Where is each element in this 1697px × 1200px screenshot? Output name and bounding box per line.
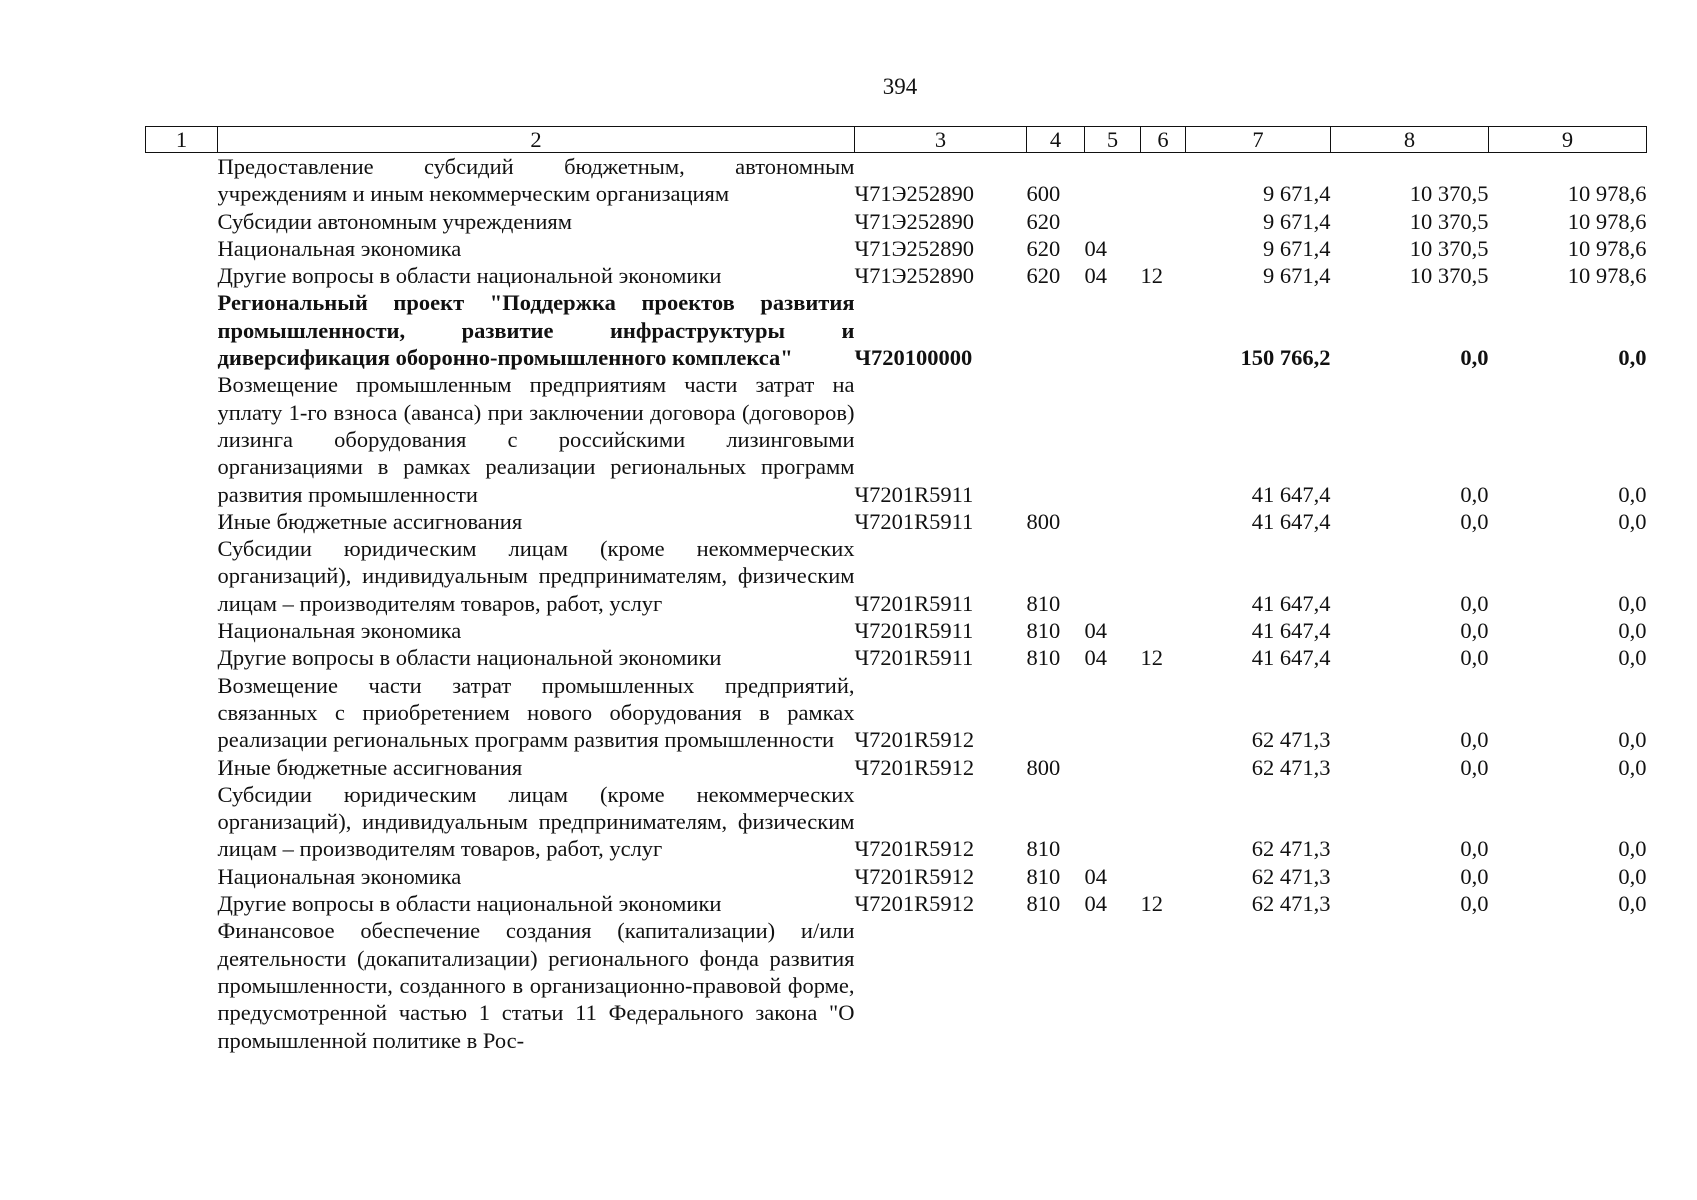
- row-name: Другие вопросы в области национальной экономики: [217, 891, 722, 917]
- row-section: 04: [1084, 645, 1107, 671]
- table-row: [146, 863, 1647, 890]
- row-section: [1085, 508, 1141, 535]
- row-expense-type: 620: [1026, 235, 1061, 261]
- row-amount-col9: 0,0: [1618, 727, 1647, 753]
- row-amount-col8: 0,0: [1460, 891, 1489, 917]
- row-code: Ч7201R5912: [854, 891, 975, 917]
- row-amount-col8: 0,0: [1460, 754, 1489, 780]
- row-expense-type: [1027, 672, 1085, 754]
- row-subsection: 12: [1140, 263, 1163, 289]
- row-name: Национальная экономика: [217, 618, 462, 644]
- row-expense-type: 810: [1026, 645, 1061, 671]
- row-subsection: [1141, 863, 1186, 890]
- row-amount-col7: 62 471,3: [1251, 891, 1331, 917]
- row-expense-type: 810: [1026, 891, 1061, 917]
- row-name: Субсидии юридическим лицам (кроме некоммерческих организаций), индивидуальным предпринимателям, физическим лицам – производителям товаров, работ, услуг: [217, 781, 855, 862]
- table-header: [146, 127, 1647, 153]
- row-expense-type: 620: [1026, 208, 1061, 234]
- table-row: [146, 890, 1647, 917]
- row-blank-cell: [146, 781, 218, 863]
- row-name: Предоставление субсидий бюджетным, автономным учреждениям и иным некоммерческим организациям: [217, 154, 855, 207]
- row-expense-type: 800: [1026, 754, 1061, 780]
- row-name: Региональный проект "Поддержка проектов развития промышленности, развитие инфраструктуры и диверсификация оборонно-промышленного комплекса": [217, 290, 855, 371]
- row-amount-col7: 62 471,3: [1251, 727, 1331, 753]
- table-body: [146, 153, 1647, 1054]
- row-expense-type: 810: [1026, 836, 1061, 862]
- table-row: [146, 262, 1647, 289]
- row-name: Национальная экономика: [217, 235, 462, 261]
- row-amount-col7: 9 671,4: [1263, 263, 1331, 289]
- row-amount-col8: 10 370,5: [1409, 181, 1489, 207]
- row-blank-cell: [146, 208, 218, 235]
- row-amount-col8: 10 370,5: [1409, 235, 1489, 261]
- row-subsection: 12: [1140, 891, 1163, 917]
- header-row: [146, 127, 1647, 153]
- row-subsection: [1141, 153, 1186, 208]
- row-expense-type: [1027, 371, 1085, 507]
- header-cell-3: 3: [855, 127, 1027, 153]
- page-number: 394: [882, 74, 918, 99]
- row-amount-col7: 62 471,3: [1251, 836, 1331, 862]
- row-blank-cell: [146, 508, 218, 535]
- row-amount-col7: 9 671,4: [1263, 208, 1331, 234]
- row-amount-col8: 0,0: [1460, 863, 1489, 889]
- row-amount-col7: [1186, 917, 1331, 1053]
- row-amount-col7: 41 647,4: [1251, 618, 1331, 644]
- row-expense-type: [1027, 289, 1085, 371]
- table-row: [146, 754, 1647, 781]
- row-amount-col9: 0,0: [1618, 891, 1647, 917]
- table-row: [146, 535, 1647, 617]
- row-section: [1085, 371, 1141, 507]
- row-code: Ч7201R5911: [854, 645, 974, 671]
- row-expense-type: 600: [1026, 181, 1061, 207]
- row-subsection: [1141, 371, 1186, 507]
- table-row: [146, 153, 1647, 208]
- row-blank-cell: [146, 153, 218, 208]
- row-amount-col8: 10 370,5: [1409, 263, 1489, 289]
- header-cell-4: 4: [1027, 127, 1085, 153]
- row-name: Финансовое обеспечение создания (капитализации) и/или деятельности (докапитализации) регионального фонда развития промышленности, созданного в организационно-правовой форме, предусмотренной частью 1 статьи 11 Федерального закона "О промышленной политике в Рос-: [217, 918, 855, 1053]
- row-amount-col8: 0,0: [1460, 727, 1489, 753]
- row-subsection: [1141, 289, 1186, 371]
- row-amount-col9: 0,0: [1618, 836, 1647, 862]
- row-subsection: [1141, 672, 1186, 754]
- row-amount-col9: 10 978,6: [1567, 208, 1647, 234]
- row-blank-cell: [146, 917, 218, 1053]
- row-name: Другие вопросы в области национальной экономики: [217, 263, 722, 289]
- row-section: [1085, 917, 1141, 1053]
- row-subsection: [1141, 917, 1186, 1053]
- table-row: [146, 371, 1647, 507]
- row-amount-col9: 0,0: [1618, 590, 1647, 616]
- row-subsection: [1141, 781, 1186, 863]
- row-subsection: [1141, 235, 1186, 262]
- row-name: Национальная экономика: [217, 863, 462, 889]
- row-blank-cell: [146, 235, 218, 262]
- row-name: Возмещение части затрат промышленных предприятий, связанных с приобретением нового оборудования в рамках реализации региональных программ развития промышленности: [217, 672, 855, 753]
- row-code: Ч7201R5911: [854, 481, 974, 507]
- row-code: Ч71Э252890: [854, 181, 974, 207]
- row-name: Субсидии юридическим лицам (кроме некоммерческих организаций), индивидуальным предпринимателям, физическим лицам – производителям товаров, работ, услуг: [217, 536, 855, 616]
- row-blank-cell: [146, 863, 218, 890]
- budget-table: [145, 126, 1647, 1054]
- header-cell-8: 8: [1331, 127, 1489, 153]
- row-subsection: [1141, 754, 1186, 781]
- row-code: Ч720100000: [854, 345, 973, 371]
- row-amount-col8: 0,0: [1460, 836, 1489, 862]
- row-amount-col8: 0,0: [1460, 481, 1489, 507]
- row-code: Ч7201R5912: [854, 836, 975, 862]
- row-amount-col9: 0,0: [1618, 645, 1647, 671]
- table-row: [146, 917, 1647, 1053]
- row-name: Возмещение промышленным предприятиям части затрат на уплату 1-го взноса (аванса) при заключении договора (договоров) лизинга оборудования с российскими лизинговыми организациями в рамках реализации региональных программ развития промышленности: [217, 372, 855, 507]
- row-subsection: [1141, 208, 1186, 235]
- header-cell-9: 9: [1489, 127, 1647, 153]
- row-expense-type: 620: [1026, 263, 1061, 289]
- row-expense-type: 810: [1026, 618, 1061, 644]
- row-amount-col9: 0,0: [1618, 481, 1647, 507]
- table-row: [146, 781, 1647, 863]
- row-section: [1085, 672, 1141, 754]
- row-code: Ч71Э252890: [854, 208, 974, 234]
- row-section: 04: [1084, 618, 1107, 644]
- row-amount-col8: 0,0: [1460, 345, 1489, 371]
- table-row: [146, 208, 1647, 235]
- row-amount-col7: 41 647,4: [1251, 508, 1331, 534]
- row-amount-col7: 150 766,2: [1240, 345, 1331, 371]
- row-subsection: 12: [1140, 645, 1163, 671]
- row-section: [1085, 535, 1141, 617]
- row-blank-cell: [146, 890, 218, 917]
- row-blank-cell: [146, 617, 218, 644]
- row-code: Ч71Э252890: [854, 235, 974, 261]
- row-amount-col9: 0,0: [1618, 508, 1647, 534]
- row-section: [1085, 153, 1141, 208]
- header-cell-1: 1: [146, 127, 218, 153]
- row-amount-col8: 0,0: [1460, 508, 1489, 534]
- row-amount-col9: [1489, 917, 1647, 1053]
- row-amount-col9: 0,0: [1618, 754, 1647, 780]
- row-amount-col9: 10 978,6: [1567, 263, 1647, 289]
- row-amount-col7: 62 471,3: [1251, 863, 1331, 889]
- row-amount-col9: 10 978,6: [1567, 181, 1647, 207]
- row-blank-cell: [146, 535, 218, 617]
- table-row: [146, 289, 1647, 371]
- header-cell-2: 2: [218, 127, 855, 153]
- row-code: [855, 917, 1027, 1053]
- row-amount-col7: 41 647,4: [1251, 645, 1331, 671]
- row-expense-type: 810: [1026, 590, 1061, 616]
- row-amount-col9: 10 978,6: [1567, 235, 1647, 261]
- row-blank-cell: [146, 644, 218, 671]
- row-section: 04: [1084, 263, 1107, 289]
- table-row: [146, 644, 1647, 671]
- row-code: Ч71Э252890: [854, 263, 974, 289]
- row-code: Ч7201R5912: [854, 727, 975, 753]
- row-amount-col8: 0,0: [1460, 590, 1489, 616]
- row-blank-cell: [146, 672, 218, 754]
- row-amount-col7: 62 471,3: [1251, 754, 1331, 780]
- row-name: Субсидии автономным учреждениям: [217, 208, 572, 234]
- row-code: Ч7201R5911: [854, 618, 974, 644]
- row-section: 04: [1084, 891, 1107, 917]
- row-subsection: [1141, 508, 1186, 535]
- row-section: 04: [1084, 235, 1107, 261]
- row-section: 04: [1084, 863, 1107, 889]
- row-name: Другие вопросы в области национальной экономики: [217, 645, 722, 671]
- table-row: [146, 672, 1647, 754]
- row-amount-col7: 9 671,4: [1263, 235, 1331, 261]
- row-expense-type: 810: [1026, 863, 1061, 889]
- table-row: [146, 617, 1647, 644]
- row-code: Ч7201R5911: [854, 590, 974, 616]
- header-cell-7: 7: [1186, 127, 1331, 153]
- row-name: Иные бюджетные ассигнования: [217, 508, 523, 534]
- row-amount-col8: 10 370,5: [1409, 208, 1489, 234]
- row-section: [1085, 289, 1141, 371]
- row-amount-col9: 0,0: [1618, 345, 1647, 371]
- row-expense-type: [1027, 917, 1085, 1053]
- table-row: [146, 508, 1647, 535]
- row-amount-col8: 0,0: [1460, 618, 1489, 644]
- row-expense-type: 800: [1026, 508, 1061, 534]
- row-code: Ч7201R5911: [854, 508, 974, 534]
- row-amount-col9: 0,0: [1618, 863, 1647, 889]
- row-amount-col7: 41 647,4: [1251, 590, 1331, 616]
- row-blank-cell: [146, 262, 218, 289]
- row-section: [1085, 208, 1141, 235]
- header-cell-6: 6: [1141, 127, 1186, 153]
- row-code: Ч7201R5912: [854, 863, 975, 889]
- row-amount-col9: 0,0: [1618, 618, 1647, 644]
- row-section: [1085, 754, 1141, 781]
- table-row: [146, 235, 1647, 262]
- row-name: Иные бюджетные ассигнования: [217, 754, 523, 780]
- row-subsection: [1141, 617, 1186, 644]
- row-code: Ч7201R5912: [854, 754, 975, 780]
- row-blank-cell: [146, 754, 218, 781]
- row-amount-col7: 9 671,4: [1263, 181, 1331, 207]
- row-subsection: [1141, 535, 1186, 617]
- row-blank-cell: [146, 371, 218, 507]
- row-section: [1085, 781, 1141, 863]
- row-amount-col8: 0,0: [1460, 645, 1489, 671]
- row-amount-col8: [1331, 917, 1489, 1053]
- row-amount-col7: 41 647,4: [1251, 481, 1331, 507]
- row-blank-cell: [146, 289, 218, 371]
- header-cell-5: 5: [1085, 127, 1141, 153]
